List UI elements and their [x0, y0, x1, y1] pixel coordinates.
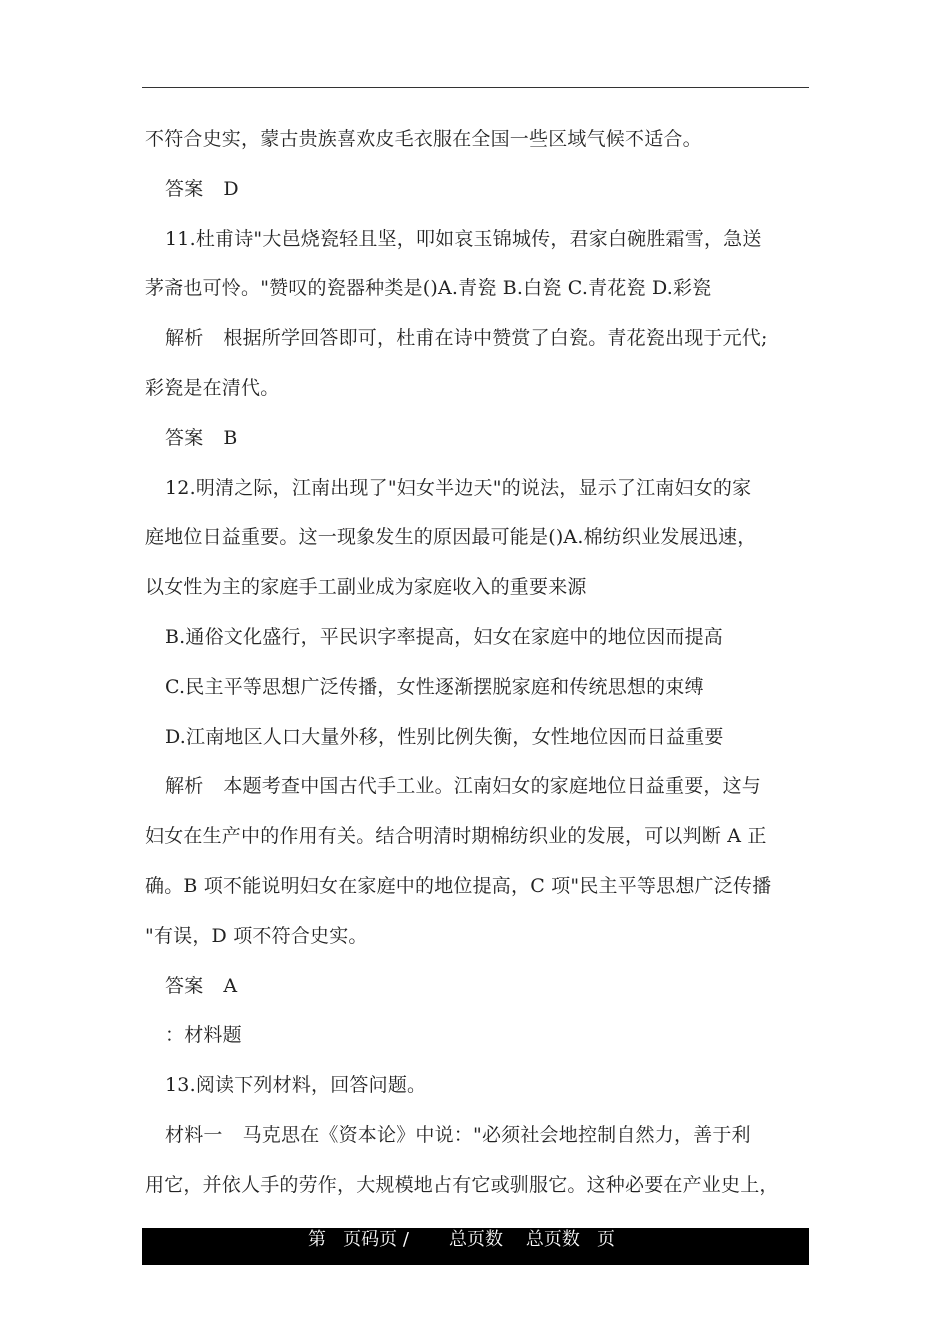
analysis-line: 确。B 项不能说明妇女在家庭中的地位提高，C 项"民主平等思想广泛传播 [145, 874, 772, 897]
option-d-line: D.江南地区人口大量外移，性别比例失衡，女性地位因而日益重要 [165, 725, 724, 748]
analysis-text: 根据所学回答即可，杜甫在诗中赞赏了白瓷。青花瓷出现于元代; [223, 327, 768, 350]
answer-value: D [223, 177, 239, 200]
answer-label: 答案 [165, 177, 204, 200]
question-12-line: 以女性为主的家庭手工副业成为家庭收入的重要来源 [145, 576, 587, 599]
question-12-line: 12.明清之际，江南出现了"妇女半边天"的说法，显示了江南妇女的家 [165, 476, 752, 499]
analysis-line [145, 762, 809, 812]
question-12-line: 庭地位日益重要。这一现象发生的原因最可能是()A.棉纺织业发展迅速， [145, 526, 757, 549]
analysis-label: 解析 [165, 327, 204, 350]
option-c-line: C.民主平等思想广泛传播，女性逐渐摆脱家庭和传统思想的束缚 [165, 675, 704, 698]
material-text: 马克思在《资本论》中说："必须社会地控制自然力，善于利 [242, 1123, 751, 1146]
page-number-text: 第 页码页 / 总页数 总页数 页 [308, 1229, 616, 1250]
analysis-line: 彩瓷是在清代。 [145, 376, 280, 399]
page-footer [142, 1228, 809, 1265]
material-line [145, 1111, 809, 1161]
question-11-line: 茅斋也可怜。"赞叹的瓷器种类是()A.青瓷 B.白瓷 C.青花瓷 D.彩瓷 [145, 277, 712, 300]
option-b-line: B.通俗文化盛行，平民识字率提高，妇女在家庭中的地位因而提高 [165, 625, 724, 648]
analysis-label: 解析 [165, 775, 204, 798]
paragraph-line: 不符合史实，蒙古贵族喜欢皮毛衣服在全国一些区域气候不适合。 [145, 128, 702, 150]
answer-line [145, 962, 809, 1012]
analysis-line: 妇女在生产中的作用有关。结合明清时期棉纺织业的发展，可以判断 A 正 [145, 825, 767, 848]
answer-line [145, 414, 809, 464]
analysis-text: 本题考查中国古代手工业。江南妇女的家庭地位日益重要，这与 [223, 775, 762, 798]
analysis-line: "有误，D 项不符合史实。 [145, 924, 368, 947]
answer-label: 答案 [165, 426, 204, 449]
document-body [145, 115, 809, 1211]
analysis-line [145, 314, 809, 364]
material-label: 材料一 [165, 1123, 223, 1146]
answer-value: A [223, 974, 238, 997]
answer-value: B [223, 426, 238, 449]
answer-line [145, 165, 809, 215]
question-11-line: 11.杜甫诗"大邑烧瓷轻且坚，叩如哀玉锦城传，君家白碗胜霜雪，急送 [165, 227, 762, 250]
answer-label: 答案 [165, 974, 204, 997]
material-line: 用它，并依人手的劳作，大规模地占有它或驯服它。这种必要在产业史上， [145, 1173, 779, 1196]
section-heading: ：材料题 [165, 1024, 242, 1047]
header-rule [142, 87, 809, 88]
question-13-line: 13.阅读下列材料，回答问题。 [165, 1074, 427, 1097]
